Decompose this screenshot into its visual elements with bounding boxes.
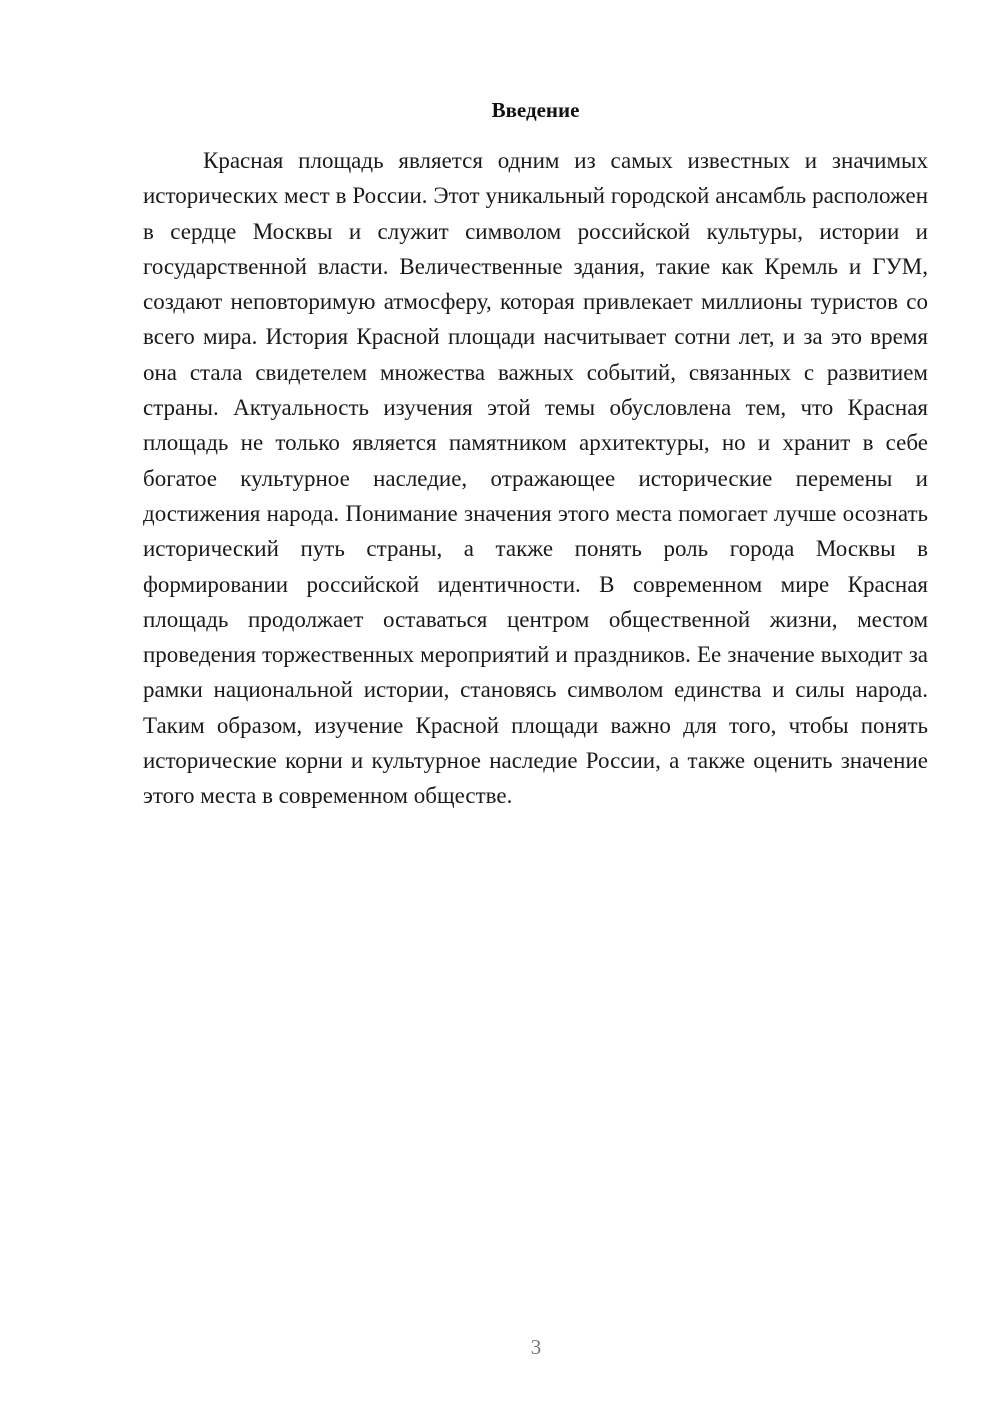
page-number: 3 bbox=[530, 1335, 542, 1359]
body-paragraph: Красная площадь является одним из самых известных и значимых исторических мест в России. Этот уникальный городской ансамбль расположен в сердце Москвы и служит символом российской культуры, истории и государственной власти. Величественные здания, такие как Кремль и ГУМ, создают неповторимую атмосферу, которая привлекает миллионы туристов со всего мира. История Красной площади насчитывает сотни лет, и за это время она стала свидетелем множества важных событий, связанных с развитием страны. Актуальность изучения этой темы обусловлена тем, что Красная площадь не только является памятником архитектуры, но и хранит в себе богатое культурное наследие, отражающее исторические перемены и достижения народа. Понимание значения этого места помогает лучше осознать исторический путь страны, а также понять роль города Москвы в формировании российской идентичности. В современном мире Красная площадь продолжает оставаться центром общественной жизни, местом проведения торжественных мероприятий и праздников. Ее значение выходит за рамки национальной истории, становясь символом единства и силы народа. Таким образом, изучение Красной площади важно для того, чтобы понять исторические корни и культурное наследие России, а также оценить значение этого места в современном обществе. bbox=[143, 148, 928, 809]
section-heading: Введение bbox=[491, 98, 580, 122]
